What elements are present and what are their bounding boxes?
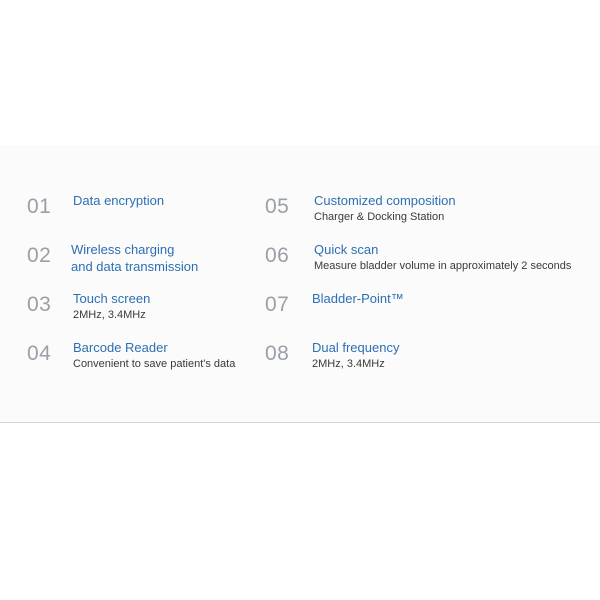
feature-number: 07 [265,293,290,316]
feature-number: 08 [265,342,290,365]
feature-description: Convenient to save patient's data [73,358,236,370]
feature-number: 05 [265,195,290,218]
feature-panel [0,145,600,423]
feature-title: Barcode Reader [73,340,168,355]
feature-number: 01 [27,195,52,218]
feature-title: Bladder-Point™ [312,291,404,306]
feature-description: Charger & Docking Station [314,211,445,223]
feature-description: 2MHz, 3.4MHz [73,309,146,321]
feature-number: 03 [27,293,52,316]
feature-title: Customized composition [314,193,456,208]
feature-number: 06 [265,244,290,267]
feature-number: 04 [27,342,52,365]
feature-description: Measure bladder volume in approximately 2 seconds [314,260,572,272]
feature-title: Data encryption [73,193,165,208]
feature-description: 2MHz, 3.4MHz [312,358,385,370]
feature-title [71,241,198,275]
feature-number: 02 [27,244,52,267]
feature-title: Quick scan [314,242,379,257]
feature-title-line-2: and data transmission [71,259,199,274]
feature-title: Touch screen [73,291,151,306]
feature-title-line-1: Wireless charging [71,242,175,257]
feature-title: Dual frequency [312,340,400,355]
